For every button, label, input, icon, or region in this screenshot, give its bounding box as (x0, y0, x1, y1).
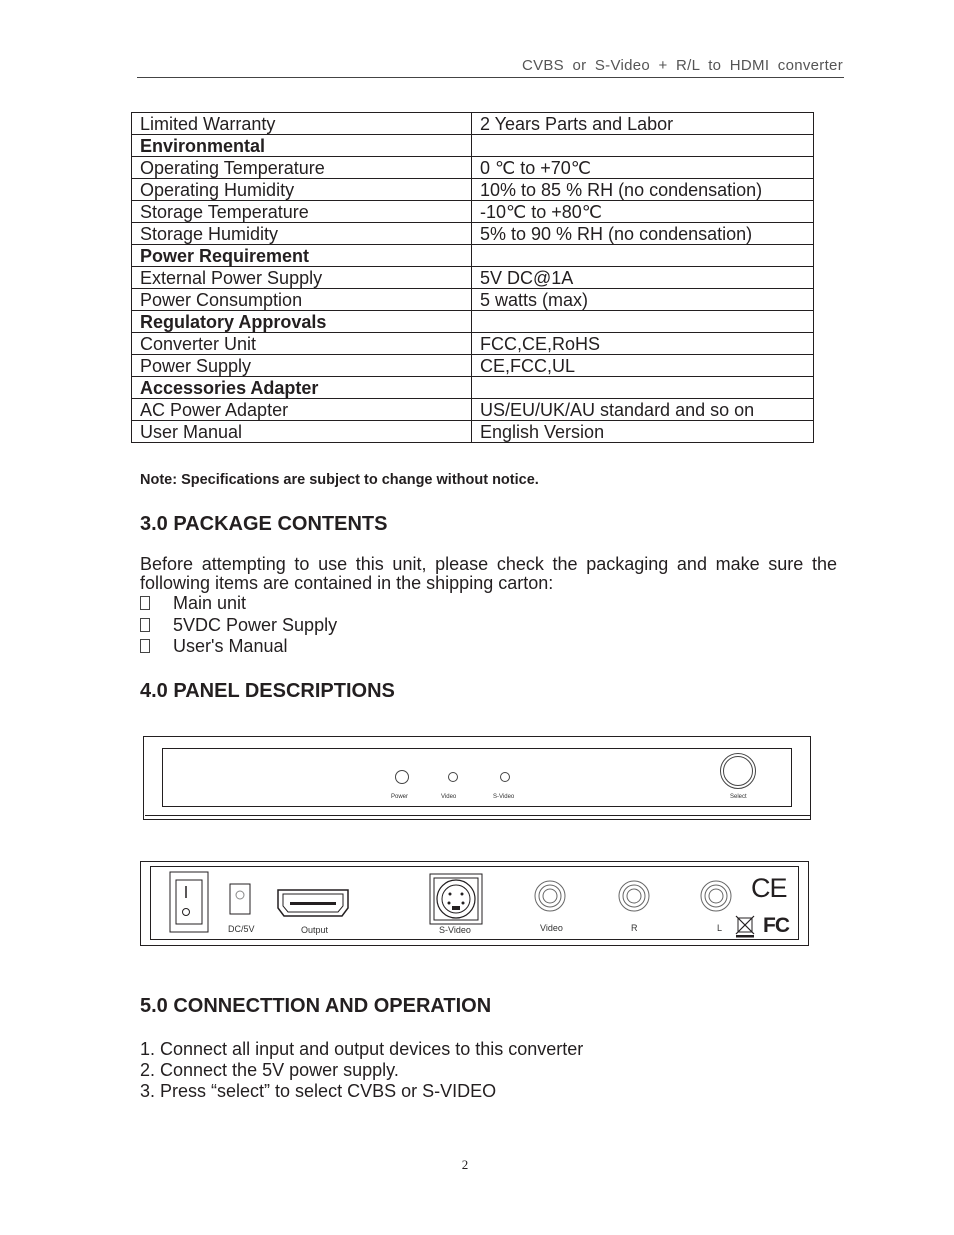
dc-jack-icon (230, 884, 250, 914)
section-heading-package-contents: 3.0 PACKAGE CONTENTS (140, 513, 388, 535)
table-row (132, 113, 814, 135)
spec-label: External Power Supply (132, 267, 472, 289)
spec-value: English Version (472, 421, 814, 443)
bullet-box-icon (140, 596, 150, 610)
table-row (132, 399, 814, 421)
spec-label: Power Supply (132, 355, 472, 377)
spec-section-label: Environmental (132, 135, 472, 157)
spec-value: 5 watts (max) (472, 289, 814, 311)
spec-table (131, 112, 814, 443)
list-item (140, 636, 287, 657)
spec-value: 0 ℃ to +70℃ (472, 157, 814, 179)
rear-label-video: Video (540, 923, 563, 933)
video-rca-icon (535, 881, 565, 911)
weee-bin-icon (736, 916, 754, 938)
table-row (132, 289, 814, 311)
list-item-label: Main unit (173, 593, 247, 613)
header-rule (137, 77, 844, 78)
spec-section-label: Regulatory Approvals (132, 311, 472, 333)
rear-label-output: Output (301, 925, 329, 935)
spec-value: -10℃ to +80℃ (472, 201, 814, 223)
table-row (132, 179, 814, 201)
front-label-svideo: S-Video (493, 794, 515, 800)
front-label-video: Video (441, 794, 457, 800)
rear-label-r: R (631, 923, 638, 933)
video-led-icon (448, 772, 458, 782)
select-button-ring (723, 756, 753, 786)
spec-value (472, 135, 814, 157)
spec-value: US/EU/UK/AU standard and so on (472, 399, 814, 421)
l-rca-icon (701, 881, 731, 911)
table-row (132, 223, 814, 245)
table-row (132, 421, 814, 443)
front-label-power: Power (391, 794, 409, 800)
svideo-led-icon (500, 772, 510, 782)
list-item-label: 5VDC Power Supply (173, 615, 338, 635)
spec-label: Operating Temperature (132, 157, 472, 179)
spec-label: Limited Warranty (132, 113, 472, 135)
front-panel-face (162, 748, 792, 807)
spec-label: Storage Humidity (132, 223, 472, 245)
list-item-label: User's Manual (173, 636, 288, 656)
list-item (140, 593, 246, 614)
front-panel-shadow (145, 815, 810, 816)
r-rca-icon (619, 881, 649, 911)
table-row (132, 311, 814, 333)
spec-value: 10% to 85 % RH (no condensation) (472, 179, 814, 201)
operation-step: 2. Connect the 5V power supply. (140, 1060, 399, 1080)
spec-note: Note: Specifications are subject to change without notice. (140, 472, 539, 488)
table-row (132, 355, 814, 377)
spec-value (472, 245, 814, 267)
hdmi-port-icon (278, 890, 348, 916)
operation-step: 3. Press “select” to select CVBS or S-VIDEO (140, 1081, 497, 1101)
section-heading-panel-descriptions: 4.0 PANEL DESCRIPTIONS (140, 680, 395, 702)
bullet-box-icon (140, 618, 150, 632)
spec-section-label: Accessories Adapter (132, 377, 472, 399)
spec-value: CE,FCC,UL (472, 355, 814, 377)
ce-mark-logo: CE (751, 873, 787, 903)
spec-value: 5% to 90 % RH (no condensation) (472, 223, 814, 245)
section-heading-connection-operation: 5.0 CONNECTTION AND OPERATION (140, 995, 492, 1017)
table-row (132, 135, 814, 157)
table-row (132, 377, 814, 399)
list-item (140, 615, 337, 636)
table-row (132, 157, 814, 179)
fcc-mark-logo: FC (763, 914, 789, 937)
rear-label-dc: DC/5V (228, 924, 255, 934)
spec-value (472, 377, 814, 399)
rear-label-l: L (717, 923, 723, 933)
spec-section-label: Power Requirement (132, 245, 472, 267)
table-row (132, 201, 814, 223)
rear-label-svideo: S-Video (439, 925, 471, 935)
front-label-select: Select (730, 794, 747, 800)
package-intro: Before attempting to use this unit, please check the packaging and make sure the following items are contained in the shipping carton: (140, 554, 837, 593)
spec-label: User Manual (132, 421, 472, 443)
table-row (132, 333, 814, 355)
spec-value: 5V DC@1A (472, 267, 814, 289)
running-header: CVBS or S-Video + R/L to HDMI converter (521, 57, 843, 74)
spec-label: Power Consumption (132, 289, 472, 311)
table-row (132, 267, 814, 289)
spec-value: FCC,CE,RoHS (472, 333, 814, 355)
spec-label: AC Power Adapter (132, 399, 472, 421)
bullet-box-icon (140, 639, 150, 653)
spec-value: 2 Years Parts and Labor (472, 113, 814, 135)
spec-label: Storage Temperature (132, 201, 472, 223)
svideo-port-icon (430, 874, 482, 924)
table-row (132, 245, 814, 267)
spec-value (472, 311, 814, 333)
page-number: 2 (461, 1157, 469, 1172)
operation-step: 1. Connect all input and output devices to this converter (140, 1039, 584, 1059)
power-led-icon (395, 770, 409, 784)
power-switch-icon (170, 872, 208, 932)
spec-label: Converter Unit (132, 333, 472, 355)
spec-label: Operating Humidity (132, 179, 472, 201)
